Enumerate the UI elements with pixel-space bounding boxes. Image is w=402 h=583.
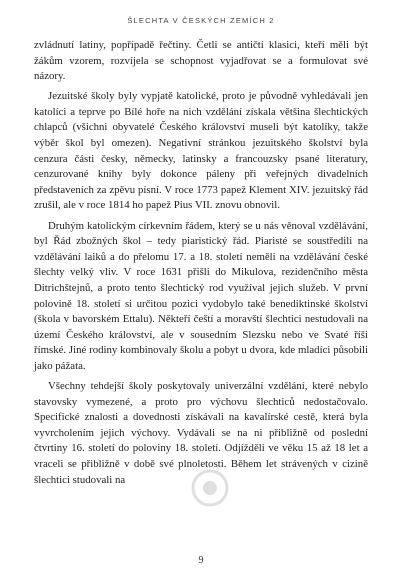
page-number: 9 [198,555,204,566]
watermark-icon [190,468,230,508]
paragraph-4: Všechny tehdejší školy poskytovaly univerzální vzdělání, které nebylo stavovsky vymezené, a proto pro výchovu šlechticů nedostačovalo. Specifické znalosti a dovednosti získávali na kavalírské cestě, která byla vyvrcholením jejich výchovy. Vydávali se na ni přibližně od poslední čtvrtiny 16. století do poloviny 18. století. Odjížděli ve věku 15 až 18 let a vraceli se přibližně v době své plnoletosti. Během let strávených v cizině šlechtici studovali na [34,379,368,486]
paragraph-1: zvládnutí latiny, popřípadě řečtiny. Četli se antičtí klasici, kteří měli být žákům vzorem, rozvíjela se schopnost vyjadřovat se a formulovat své názory. [34,39,368,83]
body-text [34,38,368,488]
paragraph-3: Druhým katolickým církevním řádem, který se u nás věnoval vzdělávání, byl Řád zbožných škol – tedy piaristický řád. Piaristé se soustředili na vzdělávání laiků a do přelomu 17. a 18. století neměli na vzdělávání české šlechty velký vliv. V roce 1631 přišli do Mikulova, rezidenčního města Ditrichštejnů, a proto tento šlechtický rod využíval jejich služeb. V první polovině 18. století si určitou pozici vydobylo také benediktinské školství (škola v bavorském Ettalu). Někteří čeští a moravští šlechtici nestudovali na území Českého království, ale v sousedním Slezsku nebo ve Svaté říši římské. Jiné rodiny kombinovaly školu a pobyt u dvora, kde mladíci působili jako pážata. [34,219,368,372]
running-header: ŠLECHTA V ČESKÝCH ZEMÍCH 2 [127,16,275,25]
paragraph-2: Jezuitské školy byly vypjatě katolické, proto je původně vyhledávali jen katolíci a teprve po Bílé hoře na nich vzdělání získala většina šlechtických chlapců (všichni obyvatelé Českého království museli být katolíky, takže výběr škol byl omezen). Negativní stránkou jezuitského školství byla cenzura části česky, německy, latinsky a francouzsky psané literatury, cenzurované knihy byly dokonce páleny při veřejných divadelních představeních za zpěvu písní. V roce 1773 papež Klement XIV. jezuitský řád zrušil, ale v roce 1814 ho papež Pius VII. znovu obnovil. [34,90,368,212]
